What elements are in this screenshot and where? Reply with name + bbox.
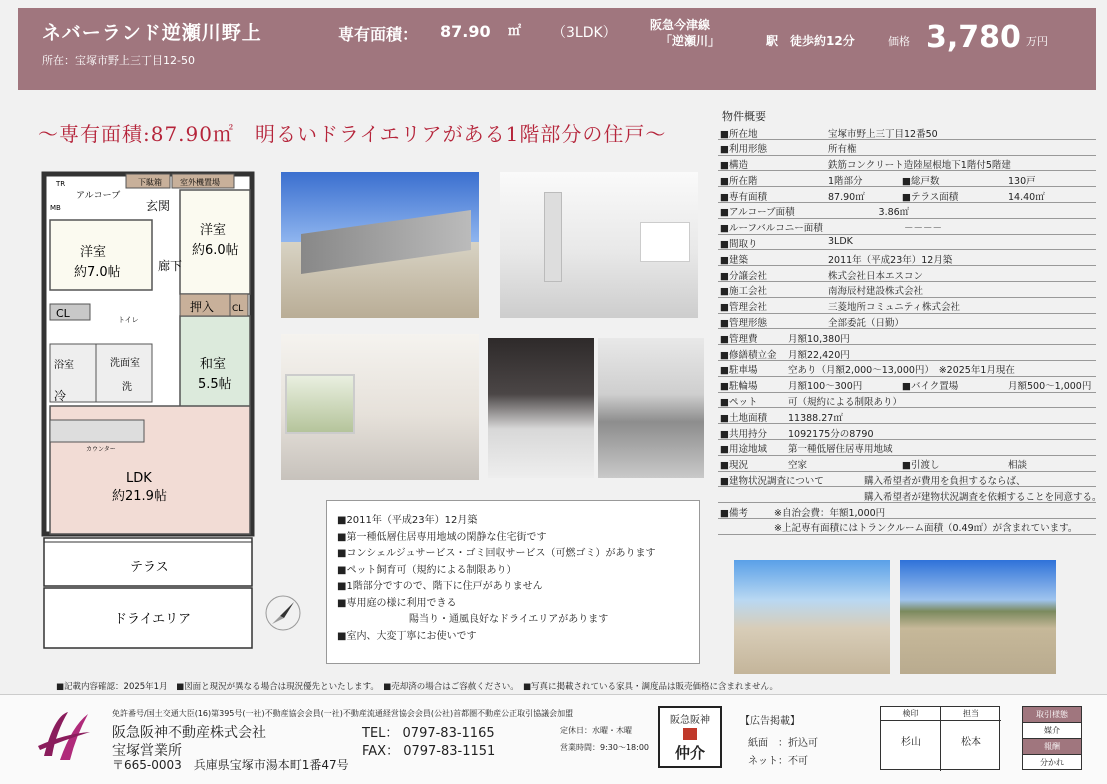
spec-key: ■管理形態 — [720, 318, 767, 330]
spec-row — [718, 298, 1096, 314]
transaction-box — [1022, 706, 1082, 770]
spec-row — [718, 219, 1096, 235]
spec-value: 全部委託（日勤） — [828, 318, 905, 330]
stamp-name-1: 杉山 — [901, 737, 921, 748]
spec-value: 鉄筋コンクリート造陸屋根地下1階付5階建 — [828, 160, 1011, 172]
hours-info: 営業時間：9:30～18:00 — [560, 743, 650, 752]
spec-key: ■共用持分 — [720, 428, 767, 440]
spec-title: 物件概要 — [722, 110, 766, 123]
spec-key: ■建物状況調査について — [720, 476, 824, 488]
spec-row — [718, 393, 1096, 409]
spec-row — [718, 156, 1096, 172]
fridge-label: 冷 — [54, 389, 67, 403]
spec-key: ■構造 — [720, 160, 748, 172]
ldk-label: LDK — [126, 471, 152, 486]
spec-row — [718, 361, 1096, 377]
branch-name: 宝塚営業所 — [112, 743, 182, 759]
spec-key: ■現況 — [720, 460, 748, 472]
entrance-label: 玄関 — [146, 199, 171, 213]
stamp-name-2: 松本 — [961, 737, 981, 748]
spec-key: ■バイク置場 — [902, 381, 959, 393]
spec-value: 南海辰村建設株式会社 — [828, 286, 924, 298]
spec-value: 可（規約による制限あり） — [788, 397, 903, 409]
footnote: ■記載内容確認：2025年1月 ■図面と現況が異なる場合は現況優先といたします。 ■売却済の場合はご容赦ください。 ■写真に掲載されている家具・調度品は販売価格に含まれません。 — [56, 682, 779, 692]
spec-key: ■ペット — [720, 397, 758, 409]
ad-paper: 紙面 ：折込可 — [748, 738, 818, 749]
spec-key: ■引渡し — [902, 460, 940, 472]
spec-value: 3.86㎡ — [828, 207, 910, 219]
western2-size: 約7.0帖 — [74, 265, 121, 280]
spec-row — [718, 408, 1096, 424]
spec-row — [718, 487, 1102, 503]
note-item: ■ペット飼育可（規約による制限あり） — [337, 564, 517, 576]
spec-key: ■総戸数 — [902, 175, 940, 187]
spec-key: ■所在階 — [720, 175, 758, 187]
spec-value: 月額22,420円 — [788, 349, 850, 361]
closet-label: 押入 — [190, 300, 215, 314]
spec-value: 130戸 — [1008, 175, 1036, 187]
spec-value: 空あり（月額2,000～13,000円） ※2025年1月現在 — [788, 365, 1015, 377]
walk-time: 駅 徒歩約12分 — [766, 34, 855, 48]
transaction-type-label: 取引様態 — [1023, 707, 1081, 723]
cl-label-2: CL — [56, 307, 70, 320]
mb-label: MB — [50, 204, 61, 212]
spec-row — [718, 503, 1096, 519]
spec-row — [718, 345, 1096, 361]
note-item: ■1階部分ですので、階下に住戸がありません — [337, 581, 543, 592]
spec-key: ■アルコーブ面積 — [720, 207, 795, 219]
fee-label: 報酬 — [1023, 739, 1081, 755]
spec-key: ■修繕積立金 — [720, 349, 777, 361]
area-value: 87.90 — [440, 22, 491, 41]
spec-value: 2011年（平成23年）12月築 — [828, 254, 953, 266]
hallway-label: 廊下 — [158, 259, 183, 273]
spec-value: 相談 — [1008, 460, 1028, 472]
note-item: 陽当り・通風良好なドライエリアがあります — [409, 614, 609, 625]
japanese-size: 5.5帖 — [198, 377, 232, 392]
price-label: 価格 — [888, 35, 910, 48]
spec-value: 三菱地所コミュニティ株式会社 — [828, 302, 961, 314]
spec-value: －－－－ — [828, 223, 943, 235]
spec-value: 月額500～1,000円 — [1008, 381, 1092, 393]
spec-row — [718, 519, 1096, 535]
transaction-type-value: 媒介 — [1023, 723, 1081, 739]
spec-value: 月額100～300円 — [788, 381, 863, 393]
spec-value: 購入希望者が建物状況調査を依頼することを同意する。 — [864, 491, 1102, 503]
kitchen-photo — [598, 338, 704, 478]
property-name: ネバーランド逆瀬川野上 — [42, 22, 262, 44]
spec-value: 11388.27㎡ — [788, 412, 843, 424]
terrace-label: テラス — [130, 560, 169, 575]
toilet-label: トイレ — [118, 316, 139, 324]
area-unit: ㎡ — [508, 24, 522, 39]
headline: ～専有面積:87.90㎡ 明るいドライエリアがある1階部分の住戸～ — [38, 122, 667, 146]
spec-key: ■備考 — [720, 507, 748, 519]
cl-label: CL — [232, 304, 244, 314]
living-photo-2 — [281, 334, 479, 480]
wash-label: 洗 — [122, 382, 132, 393]
spec-key: ■所在地 — [720, 128, 758, 140]
spec-key: ■管理会社 — [720, 302, 767, 314]
spec-value: 月額10,380円 — [788, 333, 850, 345]
spec-row — [718, 266, 1096, 282]
spec-key: ■分譲会社 — [720, 270, 767, 282]
spec-row — [718, 456, 1096, 472]
tr-label: TR — [56, 180, 66, 188]
note-item: ■室内、大変丁寧にお使いです — [337, 630, 477, 642]
western2-label: 洋室 — [80, 245, 107, 260]
feature-notes — [326, 500, 700, 664]
shoebox-label: 下駄箱 — [138, 178, 162, 187]
spec-table — [718, 124, 1102, 535]
living-photo-1 — [500, 172, 698, 318]
brokerage-badge — [658, 706, 722, 768]
spec-row — [718, 187, 1096, 203]
spec-row — [718, 424, 1096, 440]
spec-value: 購入希望者が費用を負担するならば、 — [864, 476, 1026, 488]
spec-row — [718, 314, 1096, 330]
company-address: 〒665-0003 兵庫県宝塚市湯本町1番47号 — [112, 758, 349, 772]
note-item: ■第一種低層住居専用地域の閑静な住宅街です — [337, 531, 547, 543]
spec-value: 宝塚市野上三丁目12番50 — [828, 128, 938, 140]
spec-key: ■駐輪場 — [720, 381, 758, 393]
bathroom-photo — [488, 338, 594, 478]
price-value: 3,780 — [926, 20, 1021, 55]
spec-key: ■施工会社 — [720, 286, 767, 298]
spec-key: ■ルーフバルコニー面積 — [720, 223, 823, 235]
area-label: 専有面積： — [338, 25, 419, 44]
spec-row — [718, 235, 1096, 251]
spec-value: 87.90㎡ — [828, 191, 865, 203]
spec-row — [718, 472, 1096, 488]
train-line: 阪急今津線 — [650, 18, 711, 32]
spec-value: 1092175分の8790 — [788, 428, 874, 440]
layout-type: （3LDK） — [552, 25, 617, 41]
spec-value: 第一種低層住居専用地域 — [788, 444, 893, 456]
dry-area-label: ドライエリア — [114, 612, 192, 627]
company-logo — [34, 706, 94, 766]
terrace-photo-1 — [734, 560, 890, 674]
property-address: 所在：宝塚市野上三丁目12-50 — [42, 54, 195, 67]
spec-value: 14.40㎡ — [1008, 191, 1045, 203]
ldk-size: 約21.9帖 — [112, 489, 167, 504]
company-name: 阪急阪神不動産株式会社 — [112, 725, 266, 741]
spec-value: 3LDK — [828, 236, 853, 248]
spec-row — [718, 440, 1096, 456]
stamp-header-2: 担当 — [941, 707, 1001, 721]
exterior-photo — [281, 172, 479, 318]
license-info: 免許番号/国土交通大臣(16)第395号(一社)不動産協会会員(一社)不動産流通経営協会会員(公社)首都圏不動産公正取引協議会加盟 — [112, 709, 574, 718]
ad-net: ネット：不可 — [748, 756, 808, 767]
spec-row — [718, 250, 1096, 266]
spec-row — [718, 124, 1096, 140]
spec-key: ■専有面積 — [720, 191, 767, 203]
badge-top: 阪急阪神 — [670, 715, 710, 726]
spec-key: ■利用形態 — [720, 144, 767, 156]
stamp-box — [880, 706, 1000, 770]
note-item: ■コンシェルジュサービス・ゴミ回収サービス（可燃ゴミ）があります — [337, 548, 656, 559]
terrace-photo-2 — [900, 560, 1056, 674]
washroom-label: 洗面室 — [110, 358, 140, 369]
spec-row — [718, 329, 1096, 345]
stamp-header-1: 検印 — [881, 707, 941, 721]
spec-key: ■テラス面積 — [902, 191, 959, 203]
spec-key: ■土地面積 — [720, 412, 767, 424]
ad-title: 【広告掲載】 — [740, 716, 800, 727]
spec-key: ■管理費 — [720, 333, 758, 345]
bath-label: 浴室 — [54, 360, 74, 371]
house-icon — [683, 728, 697, 740]
outdoor-equip-label: 室外機置場 — [180, 178, 220, 187]
counter-label: カウンター — [86, 446, 116, 453]
note-item: ■2011年（平成23年）12月築 — [337, 515, 478, 526]
japanese-label: 和室 — [200, 357, 227, 372]
floorplan — [34, 168, 270, 654]
badge-main: 仲介 — [674, 744, 705, 762]
compass-icon — [262, 592, 304, 634]
phone-number[interactable]: TEL： 0797-83-1165 — [362, 726, 495, 741]
fax-number: FAX： 0797-83-1151 — [362, 744, 496, 759]
spec-value: 株式会社日本エスコン — [828, 270, 924, 282]
western1-size: 約6.0帖 — [192, 243, 239, 258]
spec-key: ■建築 — [720, 254, 748, 266]
spec-key: ■用途地域 — [720, 444, 767, 456]
note-item: ■専用庭の様に利用できる — [337, 597, 457, 609]
station-name: 「逆瀬川」 — [660, 34, 721, 48]
spec-row — [718, 171, 1096, 187]
spec-value: 1階部分 — [828, 175, 863, 187]
spec-value: 空家 — [788, 460, 808, 472]
spec-row — [718, 140, 1096, 156]
alcove-label: アルコーブ — [76, 191, 121, 201]
spec-row — [718, 203, 1096, 219]
spec-key: ■駐車場 — [720, 365, 758, 377]
spec-value: 所有権 — [828, 144, 857, 156]
western1-label: 洋室 — [200, 223, 227, 238]
spec-row — [718, 282, 1096, 298]
spec-value: ※自治会費：年額1,000円 — [774, 507, 886, 519]
spec-value: ※上記専有面積にはトランクルーム面積（0.49㎡）が含まれています。 — [774, 523, 1078, 535]
fee-value: 分かれ — [1040, 758, 1064, 767]
holiday-info: 定休日：水曜・木曜 — [560, 726, 632, 735]
price-unit: 万円 — [1026, 35, 1048, 48]
spec-key: ■間取り — [720, 239, 758, 251]
spec-row — [718, 377, 1096, 393]
